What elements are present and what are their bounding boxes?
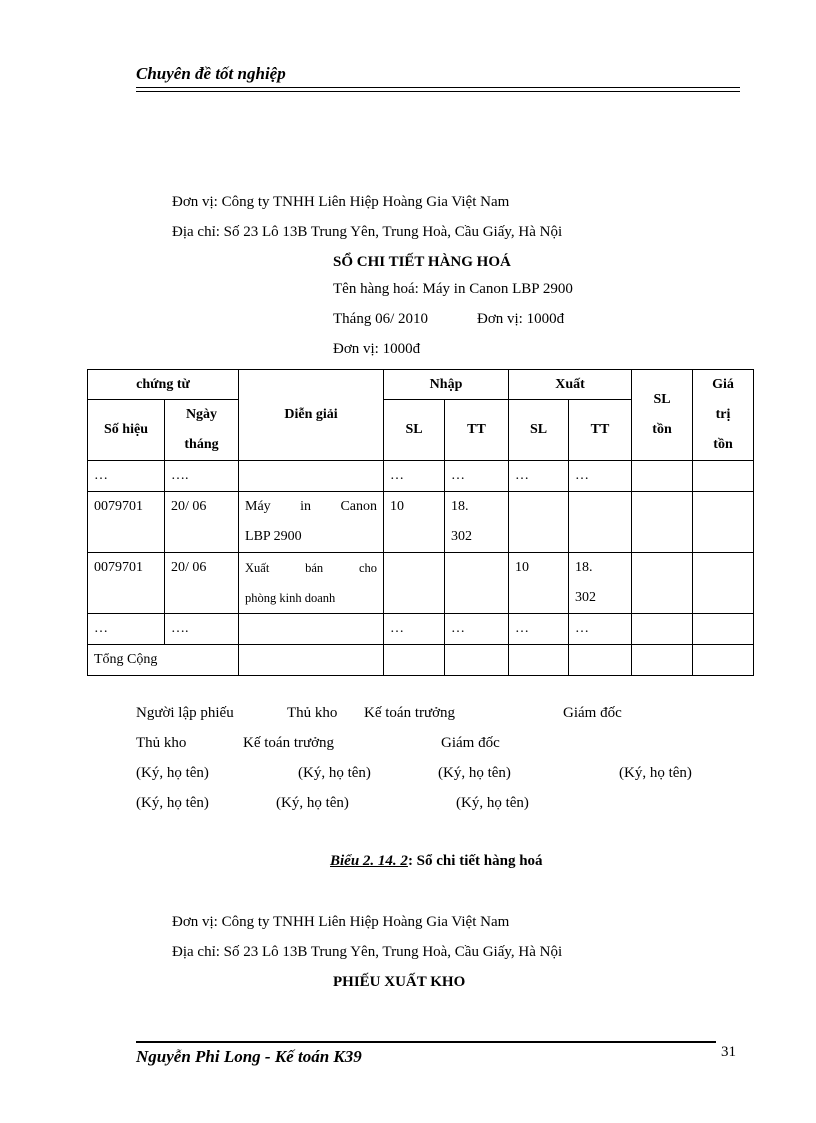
cell-nhap-sl: … (384, 461, 445, 492)
header-xuat-sl: SL (509, 400, 569, 461)
header-nhap-tt: TT (445, 400, 509, 461)
ledger-period-unit: Đơn vị: 1000đ (477, 311, 565, 327)
header-gia-tri-line3: tồn (713, 437, 733, 452)
cell-nhap-tt: … (445, 461, 509, 492)
dien-giai-line1: Máy in Canon (245, 499, 378, 514)
cell-gia-tri-ton (693, 553, 754, 614)
page-header-title: Chuyên đề tốt nghiệp (136, 64, 286, 83)
table-row (88, 614, 754, 645)
sig-ke-toan-truong: Kế toán trưởng (364, 705, 456, 721)
cell-ngay: 20/ 06 (165, 492, 239, 553)
cell-ngay: …. (165, 461, 239, 492)
dien-giai-line2: LBP 2900 (245, 529, 302, 544)
cell-xuat-sl (509, 492, 569, 553)
cell-gia-tri-ton (693, 461, 754, 492)
cell-gia-tri-ton (693, 614, 754, 645)
cell-xuat-tt (569, 553, 632, 614)
cell-xuat-tt: … (569, 461, 632, 492)
cell-total-nhap-sl (384, 645, 445, 676)
dien-giai-line2: phòng kinh doanh (245, 591, 336, 605)
header-rule-thin (136, 91, 740, 92)
header-sl-ton (632, 370, 693, 461)
header-nhap: Nhập (384, 370, 509, 400)
second-unit: Đơn vị: Công ty TNHH Liên Hiệp Hoàng Gia Việt Nam (172, 914, 510, 930)
cell-gia-tri-ton (693, 492, 754, 553)
ledger-product: Tên hàng hoá: Máy in Canon LBP 2900 (333, 281, 573, 297)
ledger-period: Tháng 06/ 2010 (333, 311, 428, 327)
second-title: PHIẾU XUẤT KHO (333, 974, 466, 990)
header-chung-tu: chứng từ (88, 370, 239, 400)
header-rule (136, 87, 740, 88)
header-gia-tri-ton (693, 370, 754, 461)
cell-total-gia-tri-ton (693, 645, 754, 676)
cell-so-hieu: 0079701 (88, 553, 165, 614)
cell-total-xuat-sl (509, 645, 569, 676)
cell-dien-giai (239, 461, 384, 492)
sig-ke-toan-truong-2: Kế toán trưởng (243, 735, 335, 751)
header-gia-tri-line1: Giá (712, 377, 734, 392)
caption-label: Biểu 2. 14. 2 (330, 853, 408, 869)
cell-nhap-tt (445, 492, 509, 553)
sig-ky-ho-ten: (Ký, họ tên) (619, 765, 692, 781)
table-row (88, 553, 754, 614)
cell-sl-ton (632, 492, 693, 553)
page-number: 31 (721, 1044, 736, 1060)
cell-xuat-sl: 10 (509, 553, 569, 614)
cell-xuat-sl: … (509, 614, 569, 645)
sig-nguoi-lap-phieu: Người lập phiếu (136, 705, 234, 721)
cell-xuat-sl: … (509, 461, 569, 492)
footer-author: Nguyễn Phi Long - Kế toán K39 (136, 1047, 362, 1066)
cell-ngay: …. (165, 614, 239, 645)
xuat-tt-line1: 18. (575, 560, 593, 575)
header-so-hieu: Số hiệu (88, 400, 165, 461)
cell-xuat-tt (569, 492, 632, 553)
cell-nhap-sl: 10 (384, 492, 445, 553)
sig-thu-kho: Thủ kho (287, 705, 338, 721)
sig-ky-ho-ten: (Ký, họ tên) (456, 795, 529, 811)
company-address: Địa chỉ: Số 23 Lô 13B Trung Yên, Trung Hoà, Cầu Giấy, Hà Nội (172, 224, 563, 240)
header-gia-tri-line2: trị (715, 407, 731, 422)
cell-dien-giai (239, 492, 384, 553)
ledger-table (87, 369, 754, 676)
sig-ky-ho-ten: (Ký, họ tên) (438, 765, 511, 781)
sig-giam-doc-2: Giám đốc (441, 735, 500, 751)
sig-ky-ho-ten: (Ký, họ tên) (298, 765, 371, 781)
header-dien-giai: Diễn giải (239, 370, 384, 461)
cell-so-hieu: 0079701 (88, 492, 165, 553)
sig-giam-doc: Giám đốc (563, 705, 622, 721)
cell-nhap-sl (384, 553, 445, 614)
company-unit: Đơn vị: Công ty TNHH Liên Hiệp Hoàng Gia Việt Nam (172, 194, 510, 210)
nhap-tt-line1: 18. (451, 499, 469, 514)
ledger-unit: Đơn vị: 1000đ (333, 341, 421, 357)
sig-ky-ho-ten: (Ký, họ tên) (276, 795, 349, 811)
sig-thu-kho-2: Thủ kho (136, 735, 187, 751)
cell-nhap-tt (445, 553, 509, 614)
cell-nhap-tt: … (445, 614, 509, 645)
ledger-title: SỔ CHI TIẾT HÀNG HOÁ (333, 254, 511, 270)
cell-xuat-tt: … (569, 614, 632, 645)
cell-so-hieu: … (88, 614, 165, 645)
footer-rule (136, 1041, 716, 1043)
dien-giai-line1: Xuất bán cho (245, 561, 378, 575)
figure-caption (330, 853, 543, 870)
caption-text: : Sổ chi tiết hàng hoá (407, 853, 543, 869)
cell-total-sl-ton (632, 645, 693, 676)
sig-ky-ho-ten: (Ký, họ tên) (136, 795, 209, 811)
sig-ky-ho-ten: (Ký, họ tên) (136, 765, 209, 781)
header-xuat: Xuất (509, 370, 632, 400)
cell-total-label: Tổng Cộng (88, 645, 239, 676)
header-nhap-sl: SL (384, 400, 445, 461)
xuat-tt-line2: 302 (575, 590, 597, 605)
cell-ngay: 20/ 06 (165, 553, 239, 614)
total-row (88, 645, 754, 676)
cell-dien-giai (239, 553, 384, 614)
cell-sl-ton (632, 553, 693, 614)
cell-so-hieu: … (88, 461, 165, 492)
header-ngay: Ngày (185, 407, 218, 422)
cell-nhap-sl: … (384, 614, 445, 645)
nhap-tt-line2: 302 (451, 529, 473, 544)
cell-sl-ton (632, 461, 693, 492)
header-sl-ton-line1: SL (653, 392, 671, 407)
header-sl-ton-line2: tồn (652, 422, 672, 437)
table-row (88, 492, 754, 553)
table-row (88, 461, 754, 492)
cell-dien-giai (239, 614, 384, 645)
header-ngay-thang (165, 400, 239, 461)
cell-total-xuat-tt (569, 645, 632, 676)
second-address: Địa chỉ: Số 23 Lô 13B Trung Yên, Trung Hoà, Cầu Giấy, Hà Nội (172, 944, 563, 960)
header-xuat-tt: TT (569, 400, 632, 461)
header-thang: tháng (184, 437, 219, 452)
cell-total-nhap-tt (445, 645, 509, 676)
cell-total-dien-giai (239, 645, 384, 676)
cell-sl-ton (632, 614, 693, 645)
